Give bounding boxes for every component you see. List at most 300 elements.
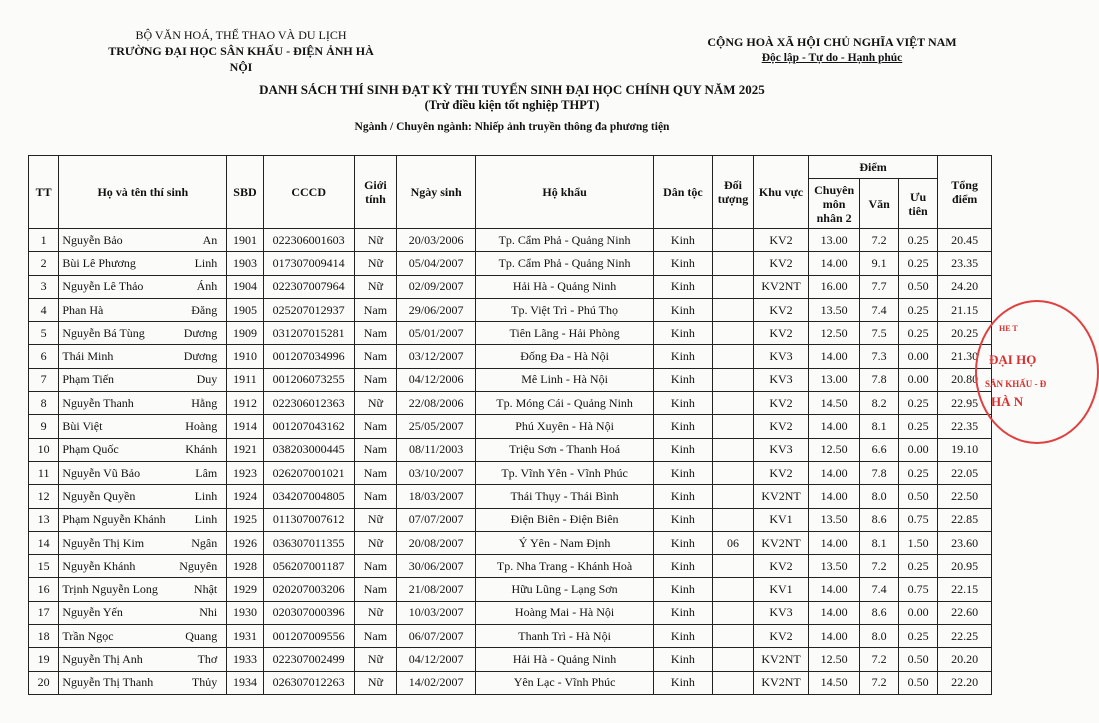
cell-total: 22.95 xyxy=(938,392,992,415)
cell-lit: 7.4 xyxy=(860,578,898,601)
cell-tt: 20 xyxy=(29,671,59,694)
table-row xyxy=(29,601,992,624)
cell-tt: 1 xyxy=(29,229,59,252)
col-name: Họ và tên thí sinh xyxy=(59,156,227,229)
cell-gender: Nữ xyxy=(354,531,396,554)
cell-cccd: 038203000445 xyxy=(263,438,354,461)
given-name: Linh xyxy=(194,488,218,503)
cell-priority: 0.25 xyxy=(898,252,937,275)
cell-gender: Nam xyxy=(354,461,396,484)
cell-dob: 08/11/2003 xyxy=(397,438,476,461)
cell-total: 19.10 xyxy=(938,438,992,461)
col-total: Tổng điểm xyxy=(938,156,992,229)
cell-region: KV2 xyxy=(754,461,809,484)
cell-tt: 8 xyxy=(29,392,59,415)
cell-address: Hải Hà - Quảng Ninh xyxy=(476,275,654,298)
cell-address: Yên Lạc - Vĩnh Phúc xyxy=(476,671,654,694)
col-priority: Ưu tiên xyxy=(898,179,937,229)
col-cccd: CCCD xyxy=(263,156,354,229)
cell-major2: 14.00 xyxy=(808,531,860,554)
cell-sbd: 1923 xyxy=(227,461,263,484)
cell-ethnicity: Kinh xyxy=(654,322,713,345)
cell-tt: 10 xyxy=(29,438,59,461)
given-name: Dương xyxy=(183,349,218,364)
cell-lit: 7.8 xyxy=(860,461,898,484)
cell-gender: Nam xyxy=(354,298,396,321)
cell-sbd: 1929 xyxy=(227,578,263,601)
cell-total: 22.05 xyxy=(938,461,992,484)
cell-gender: Nữ xyxy=(354,601,396,624)
cell-sbd: 1930 xyxy=(227,601,263,624)
family-middle-name: Nguyễn Vũ Bảo xyxy=(62,465,141,480)
cell-cccd: 020307000396 xyxy=(263,601,354,624)
cell-sbd: 1901 xyxy=(227,229,263,252)
cell-gender: Nam xyxy=(354,625,396,648)
table-row xyxy=(29,485,992,508)
table-row xyxy=(29,298,992,321)
cell-object xyxy=(712,648,753,671)
cell-cccd: 056207001187 xyxy=(263,555,354,578)
cell-lit: 8.0 xyxy=(860,625,898,648)
family-middle-name: Bùi Việt xyxy=(62,419,103,434)
cell-object xyxy=(712,298,753,321)
cell-region: KV2NT xyxy=(754,648,809,671)
col-dob: Ngày sinh xyxy=(397,156,476,229)
cell-region: KV1 xyxy=(754,578,809,601)
given-name: Hoàng xyxy=(185,419,218,434)
cell-dob: 04/12/2007 xyxy=(397,648,476,671)
cell-ethnicity: Kinh xyxy=(654,275,713,298)
cell-sbd: 1925 xyxy=(227,508,263,531)
cell-dob: 10/03/2007 xyxy=(397,601,476,624)
cell-cccd: 017307009414 xyxy=(263,252,354,275)
cell-name xyxy=(59,508,227,531)
cell-region: KV3 xyxy=(754,368,809,391)
cell-address: Mê Linh - Hà Nội xyxy=(476,368,654,391)
cell-region: KV2 xyxy=(754,392,809,415)
cell-priority: 0.75 xyxy=(898,508,937,531)
cell-region: KV3 xyxy=(754,438,809,461)
cell-tt: 17 xyxy=(29,601,59,624)
table-row xyxy=(29,345,992,368)
cell-address: Hoàng Mai - Hà Nội xyxy=(476,601,654,624)
family-middle-name: Trịnh Nguyễn Long xyxy=(62,582,158,597)
cell-region: KV2 xyxy=(754,252,809,275)
cell-total: 20.80 xyxy=(938,368,992,391)
given-name: Ánh xyxy=(196,279,218,294)
cell-dob: 07/07/2007 xyxy=(397,508,476,531)
cell-total: 23.35 xyxy=(938,252,992,275)
cell-total: 20.20 xyxy=(938,648,992,671)
cell-cccd: 031207015281 xyxy=(263,322,354,345)
cell-name xyxy=(59,531,227,554)
cell-lit: 7.3 xyxy=(860,345,898,368)
cell-gender: Nữ xyxy=(354,508,396,531)
cell-major2: 14.50 xyxy=(808,392,860,415)
cell-object xyxy=(712,322,753,345)
cell-priority: 0.50 xyxy=(898,671,937,694)
given-name: Khánh xyxy=(185,442,218,457)
cell-priority: 0.75 xyxy=(898,578,937,601)
cell-name xyxy=(59,578,227,601)
cell-object xyxy=(712,438,753,461)
cell-cccd: 026307012263 xyxy=(263,671,354,694)
cell-priority: 0.25 xyxy=(898,461,937,484)
cell-sbd: 1934 xyxy=(227,671,263,694)
cell-sbd: 1904 xyxy=(227,275,263,298)
given-name: Linh xyxy=(194,255,218,270)
cell-lit: 7.7 xyxy=(860,275,898,298)
cell-tt: 6 xyxy=(29,345,59,368)
cell-object xyxy=(712,368,753,391)
cell-lit: 7.2 xyxy=(860,648,898,671)
cell-gender: Nam xyxy=(354,438,396,461)
cell-sbd: 1928 xyxy=(227,555,263,578)
family-middle-name: Nguyễn Quyền xyxy=(62,488,136,503)
seal-text-3: HÀ N xyxy=(991,394,1024,409)
cell-region: KV3 xyxy=(754,345,809,368)
cell-address: Tiên Lãng - Hải Phòng xyxy=(476,322,654,345)
family-middle-name: Phan Hà xyxy=(62,302,104,317)
cell-cccd: 001207043162 xyxy=(263,415,354,438)
cell-lit: 7.2 xyxy=(860,229,898,252)
cell-major2: 14.00 xyxy=(808,461,860,484)
cell-priority: 0.00 xyxy=(898,345,937,368)
cell-name xyxy=(59,415,227,438)
cell-sbd: 1921 xyxy=(227,438,263,461)
cell-major2: 13.50 xyxy=(808,298,860,321)
cell-tt: 12 xyxy=(29,485,59,508)
cell-priority: 0.50 xyxy=(898,485,937,508)
table-row xyxy=(29,368,992,391)
cell-ethnicity: Kinh xyxy=(654,671,713,694)
cell-region: KV2 xyxy=(754,625,809,648)
cell-region: KV3 xyxy=(754,601,809,624)
cell-dob: 03/12/2007 xyxy=(397,345,476,368)
family-middle-name: Nguyễn Thị Anh xyxy=(62,651,143,666)
cell-priority: 0.25 xyxy=(898,229,937,252)
cell-gender: Nam xyxy=(354,578,396,601)
cell-lit: 7.4 xyxy=(860,298,898,321)
cell-object xyxy=(712,345,753,368)
cell-gender: Nam xyxy=(354,415,396,438)
cell-dob: 20/08/2007 xyxy=(397,531,476,554)
cell-sbd: 1903 xyxy=(227,252,263,275)
family-middle-name: Nguyễn Khánh xyxy=(62,558,136,573)
header-left xyxy=(96,27,386,75)
cell-priority: 1.50 xyxy=(898,531,937,554)
cell-priority: 0.50 xyxy=(898,275,937,298)
cell-region: KV2NT xyxy=(754,531,809,554)
red-seal xyxy=(975,300,1099,444)
cell-major2: 14.00 xyxy=(808,578,860,601)
given-name: Dương xyxy=(183,325,218,340)
cell-ethnicity: Kinh xyxy=(654,461,713,484)
cell-address: Ý Yên - Nam Định xyxy=(476,531,654,554)
cell-name xyxy=(59,252,227,275)
republic-name: CỘNG HOÀ XÃ HỘI CHỦ NGHĨA VIỆT NAM xyxy=(707,35,957,49)
family-middle-name: Nguyễn Yến xyxy=(62,605,123,620)
table-row xyxy=(29,671,992,694)
cell-region: KV2 xyxy=(754,322,809,345)
cell-priority: 0.00 xyxy=(898,438,937,461)
cell-address: Phú Xuyên - Hà Nội xyxy=(476,415,654,438)
seal-text-2: SÂN KHẤU - Đ xyxy=(985,379,1047,389)
given-name: Linh xyxy=(194,512,218,527)
cell-ethnicity: Kinh xyxy=(654,252,713,275)
cell-dob: 25/05/2007 xyxy=(397,415,476,438)
cell-object: 06 xyxy=(712,531,753,554)
cell-tt: 4 xyxy=(29,298,59,321)
cell-cccd: 020207003206 xyxy=(263,578,354,601)
cell-name xyxy=(59,368,227,391)
given-name: Quang xyxy=(185,628,218,643)
cell-priority: 0.25 xyxy=(898,322,937,345)
cell-lit: 7.2 xyxy=(860,555,898,578)
cell-major2: 14.00 xyxy=(808,625,860,648)
given-name: Duy xyxy=(196,372,218,387)
family-middle-name: Nguyễn Thị Thanh xyxy=(62,675,154,690)
cell-major2: 14.00 xyxy=(808,415,860,438)
cell-major2: 14.00 xyxy=(808,601,860,624)
cell-region: KV1 xyxy=(754,508,809,531)
table-row xyxy=(29,578,992,601)
cell-region: KV2NT xyxy=(754,275,809,298)
cell-name xyxy=(59,671,227,694)
cell-ethnicity: Kinh xyxy=(654,298,713,321)
cell-total: 20.25 xyxy=(938,322,992,345)
given-name: Nhật xyxy=(193,582,218,597)
cell-name xyxy=(59,461,227,484)
cell-total: 20.45 xyxy=(938,229,992,252)
cell-region: KV2 xyxy=(754,555,809,578)
cell-address: Đống Đa - Hà Nội xyxy=(476,345,654,368)
cell-ethnicity: Kinh xyxy=(654,648,713,671)
family-middle-name: Nguyễn Bá Tùng xyxy=(62,325,145,340)
cell-tt: 18 xyxy=(29,625,59,648)
given-name: Nhi xyxy=(199,605,218,620)
table-row xyxy=(29,415,992,438)
seal-text-top: HE T xyxy=(999,324,1018,333)
cell-gender: Nữ xyxy=(354,392,396,415)
table-row xyxy=(29,648,992,671)
table-body xyxy=(29,229,992,695)
table-row xyxy=(29,252,992,275)
family-middle-name: Nguyễn Thanh xyxy=(62,395,134,410)
cell-object xyxy=(712,555,753,578)
cell-gender: Nữ xyxy=(354,671,396,694)
cell-tt: 15 xyxy=(29,555,59,578)
cell-gender: Nam xyxy=(354,485,396,508)
cell-priority: 0.25 xyxy=(898,555,937,578)
cell-major2: 13.00 xyxy=(808,368,860,391)
cell-name xyxy=(59,322,227,345)
family-middle-name: Thái Minh xyxy=(62,349,114,364)
cell-cccd: 001207009556 xyxy=(263,625,354,648)
given-name: Thủy xyxy=(191,675,218,690)
cell-ethnicity: Kinh xyxy=(654,368,713,391)
cell-cccd: 034207004805 xyxy=(263,485,354,508)
cell-major2: 12.50 xyxy=(808,648,860,671)
cell-priority: 0.25 xyxy=(898,415,937,438)
col-region: Khu vực xyxy=(754,156,809,229)
cell-dob: 14/02/2007 xyxy=(397,671,476,694)
family-middle-name: Bùi Lê Phương xyxy=(62,255,136,270)
cell-major2: 14.50 xyxy=(808,671,860,694)
cell-lit: 9.1 xyxy=(860,252,898,275)
cell-address: Tp. Vĩnh Yên - Vĩnh Phúc xyxy=(476,461,654,484)
header-right xyxy=(692,34,972,66)
cell-ethnicity: Kinh xyxy=(654,392,713,415)
given-name: Hằng xyxy=(191,395,218,410)
cell-ethnicity: Kinh xyxy=(654,415,713,438)
cell-dob: 02/09/2007 xyxy=(397,275,476,298)
cell-ethnicity: Kinh xyxy=(654,345,713,368)
cell-tt: 13 xyxy=(29,508,59,531)
table-row xyxy=(29,555,992,578)
cell-ethnicity: Kinh xyxy=(654,625,713,648)
given-name: Nguyên xyxy=(179,558,218,573)
school-name: TRƯỜNG ĐẠI HỌC SÂN KHẤU - ĐIỆN ẢNH HÀ NỘI xyxy=(108,44,374,74)
cell-tt: 14 xyxy=(29,531,59,554)
cell-dob: 06/07/2007 xyxy=(397,625,476,648)
cell-cccd: 026207001021 xyxy=(263,461,354,484)
cell-cccd: 001206073255 xyxy=(263,368,354,391)
cell-dob: 20/03/2006 xyxy=(397,229,476,252)
family-middle-name: Nguyễn Bảo xyxy=(62,232,123,247)
cell-address: Tp. Cẩm Phả - Quảng Ninh xyxy=(476,229,654,252)
cell-name xyxy=(59,485,227,508)
cell-tt: 19 xyxy=(29,648,59,671)
family-middle-name: Nguyễn Thị Kim xyxy=(62,535,145,550)
family-middle-name: Phạm Quốc xyxy=(62,442,119,457)
cell-region: KV2 xyxy=(754,415,809,438)
table-row xyxy=(29,322,992,345)
cell-object xyxy=(712,275,753,298)
cell-sbd: 1905 xyxy=(227,298,263,321)
national-motto: Độc lập - Tự do - Hạnh phúc xyxy=(761,52,903,64)
cell-dob: 21/08/2007 xyxy=(397,578,476,601)
candidate-table xyxy=(28,155,992,695)
given-name: Lâm xyxy=(195,465,218,480)
cell-sbd: 1914 xyxy=(227,415,263,438)
cell-gender: Nam xyxy=(354,345,396,368)
cell-region: KV2NT xyxy=(754,671,809,694)
cell-major2: 14.00 xyxy=(808,252,860,275)
cell-object xyxy=(712,229,753,252)
cell-address: Tp. Móng Cái - Quảng Ninh xyxy=(476,392,654,415)
cell-gender: Nữ xyxy=(354,648,396,671)
table-row xyxy=(29,508,992,531)
cell-sbd: 1909 xyxy=(227,322,263,345)
cell-gender: Nữ xyxy=(354,275,396,298)
cell-address: Hữu Lũng - Lạng Sơn xyxy=(476,578,654,601)
cell-priority: 0.00 xyxy=(898,368,937,391)
cell-lit: 8.6 xyxy=(860,601,898,624)
cell-cccd: 001207034996 xyxy=(263,345,354,368)
cell-name xyxy=(59,298,227,321)
cell-lit: 6.6 xyxy=(860,438,898,461)
cell-address: Tp. Nha Trang - Khánh Hoà xyxy=(476,555,654,578)
cell-lit: 7.8 xyxy=(860,368,898,391)
cell-total: 22.15 xyxy=(938,578,992,601)
cell-ethnicity: Kinh xyxy=(654,508,713,531)
cell-object xyxy=(712,671,753,694)
cell-cccd: 022307007964 xyxy=(263,275,354,298)
cell-ethnicity: Kinh xyxy=(654,438,713,461)
cell-object xyxy=(712,601,753,624)
cell-dob: 22/08/2006 xyxy=(397,392,476,415)
cell-object xyxy=(712,625,753,648)
cell-lit: 7.5 xyxy=(860,322,898,345)
family-middle-name: Phạm Nguyễn Khánh xyxy=(62,512,166,527)
cell-priority: 0.25 xyxy=(898,625,937,648)
cell-total: 21.15 xyxy=(938,298,992,321)
cell-name xyxy=(59,275,227,298)
cell-major2: 16.00 xyxy=(808,275,860,298)
cell-gender: Nữ xyxy=(354,252,396,275)
cell-address: Tp. Cẩm Phả - Quảng Ninh xyxy=(476,252,654,275)
cell-lit: 8.1 xyxy=(860,531,898,554)
cell-dob: 04/12/2006 xyxy=(397,368,476,391)
cell-address: Điện Biên - Điện Biên xyxy=(476,508,654,531)
col-tt: TT xyxy=(29,156,59,229)
cell-ethnicity: Kinh xyxy=(654,601,713,624)
cell-name xyxy=(59,625,227,648)
cell-sbd: 1910 xyxy=(227,345,263,368)
cell-sbd: 1911 xyxy=(227,368,263,391)
given-name: An xyxy=(202,232,218,247)
cell-major2: 12.50 xyxy=(808,322,860,345)
cell-address: Thanh Trì - Hà Nội xyxy=(476,625,654,648)
cell-cccd: 036307011355 xyxy=(263,531,354,554)
document-subtitle: (Trừ điều kiện tốt nghiệp THPT) xyxy=(424,98,600,112)
document-title: DANH SÁCH THÍ SINH ĐẠT KỲ THI TUYỂN SINH ĐẠI HỌC CHÍNH QUY NĂM 2025 xyxy=(259,82,765,97)
cell-priority: 0.50 xyxy=(898,648,937,671)
cell-major2: 13.50 xyxy=(808,508,860,531)
cell-name xyxy=(59,438,227,461)
col-major2: Chuyên môn nhân 2 xyxy=(808,179,860,229)
cell-ethnicity: Kinh xyxy=(654,485,713,508)
col-gender: Giới tính xyxy=(354,156,396,229)
cell-lit: 7.2 xyxy=(860,671,898,694)
cell-sbd: 1933 xyxy=(227,648,263,671)
cell-dob: 29/06/2007 xyxy=(397,298,476,321)
col-address: Hộ khẩu xyxy=(476,156,654,229)
table-row xyxy=(29,229,992,252)
col-score-group: Điểm xyxy=(808,156,937,179)
cell-ethnicity: Kinh xyxy=(654,555,713,578)
cell-total: 23.60 xyxy=(938,531,992,554)
cell-name xyxy=(59,345,227,368)
col-object: Đối tượng xyxy=(712,156,753,229)
table-row xyxy=(29,531,992,554)
cell-address: Hải Hà - Quảng Ninh xyxy=(476,648,654,671)
cell-lit: 8.6 xyxy=(860,508,898,531)
cell-total: 22.50 xyxy=(938,485,992,508)
cell-tt: 11 xyxy=(29,461,59,484)
cell-ethnicity: Kinh xyxy=(654,578,713,601)
major-line: Ngành / Chuyên ngành: Nhiếp ảnh truyền thông đa phương tiện xyxy=(354,121,670,133)
cell-dob: 05/01/2007 xyxy=(397,322,476,345)
table-row xyxy=(29,625,992,648)
cell-total: 22.20 xyxy=(938,671,992,694)
cell-total: 24.20 xyxy=(938,275,992,298)
cell-dob: 30/06/2007 xyxy=(397,555,476,578)
given-name: Ngân xyxy=(191,535,218,550)
cell-dob: 05/04/2007 xyxy=(397,252,476,275)
table-row xyxy=(29,392,992,415)
